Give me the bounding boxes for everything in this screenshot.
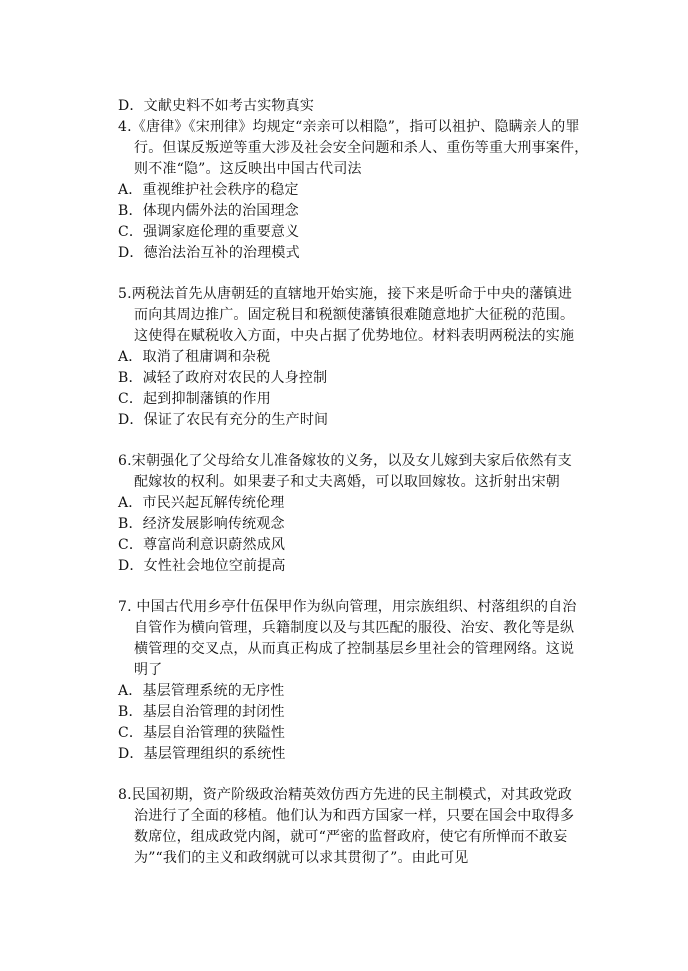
q7-option-a: A．基层管理系统的无序性 [118,683,285,699]
q5-stem-line-1: 5.两税法首先从唐朝廷的直辖地开始实施，接下来是听命于中央的藩镇进 [118,286,572,302]
q4-option-a: A．重视维护社会秩序的稳定 [118,182,299,198]
q4-option-d: D．德治法治互补的治理模式 [118,245,300,261]
q8-stem-line-1: 8.民国初期，资产阶级政治精英效仿西方先进的民主制模式，对其政党政 [118,787,572,803]
q4-stem-line-2: 行。但谋反叛逆等重大涉及社会安全问题和杀人、重伤等重大刑事案件， [134,140,589,156]
q5-option-c: C．起到抑制藩镇的作用 [118,391,271,407]
q7-option-c: C．基层自治管理的狭隘性 [118,725,286,741]
q5-option-d: D．保证了农民有充分的生产时间 [118,412,329,428]
q7-option-d: D．基层管理组织的系统性 [118,746,286,762]
q4-stem-line-3: 则不准“隐”。这反映出中国古代司法 [134,161,362,177]
q6-stem-line-1: 6.宋朝强化了父母给女儿准备嫁妆的义务，以及女儿嫁到夫家后依然有支 [118,453,572,469]
q6-option-a: A．市民兴起瓦解传统伦理 [118,495,285,511]
q4-option-b: B．体现内儒外法的治国理念 [118,203,299,219]
q6-option-d: D．女性社会地位空前提高 [118,558,286,574]
q6-option-b: B．经济发展影响传统观念 [118,516,285,532]
q5-stem-line-3: 这使得在赋税收入方面，中央占据了优势地位。材料表明两税法的实施 [134,328,575,344]
q4-option-c: C．强调家庭伦理的重要意义 [118,224,300,240]
q5-option-a: A．取消了租庸调和杂税 [118,349,271,365]
q5-option-b: B．减轻了政府对农民的人身控制 [118,370,328,386]
q3-option-d: D．文献史料不如考古实物真实 [118,98,315,114]
q7-stem-line-2: 自管作为横向管理，兵籍制度以及与其匹配的服役、治安、教化等是纵 [134,620,575,636]
q7-stem-line-3: 横管理的交叉点，从而真正构成了控制基层乡里社会的管理网络。这说 [134,641,575,657]
q7-option-b: B．基层自治管理的封闭性 [118,704,285,720]
q5-stem-line-2: 而向其周边推广。固定税目和税额使藩镇很难随意地扩大征税的范围。 [134,307,575,323]
q6-option-c: C．尊富尚利意识蔚然成风 [118,537,286,553]
q8-stem-line-2: 治进行了全面的移植。他们认为和西方国家一样，只要在国会中取得多 [134,808,575,824]
q7-stem-line-4: 明了 [134,662,163,678]
q8-stem-line-4: 为”“我们的主义和政纲就可以求其贯彻了”。由此可见 [134,850,469,866]
q6-stem-line-2: 配嫁妆的权利。如果妻子和丈夫离婚，可以取回嫁妆。这折射出宋朝 [134,474,560,490]
q8-stem-line-3: 数席位，组成政党内阁，就可“严密的监督政府，使它有所惮而不敢妄 [134,829,568,845]
q7-stem-line-1: 7. 中国古代用乡亭什伍保甲作为纵向管理，用宗族组织、村落组织的自治 [118,599,577,615]
q4-stem-line-1: 4.《唐律》《宋刑律》均规定“亲亲可以相隐”，指可以祖护、隐瞒亲人的罪 [118,119,580,135]
